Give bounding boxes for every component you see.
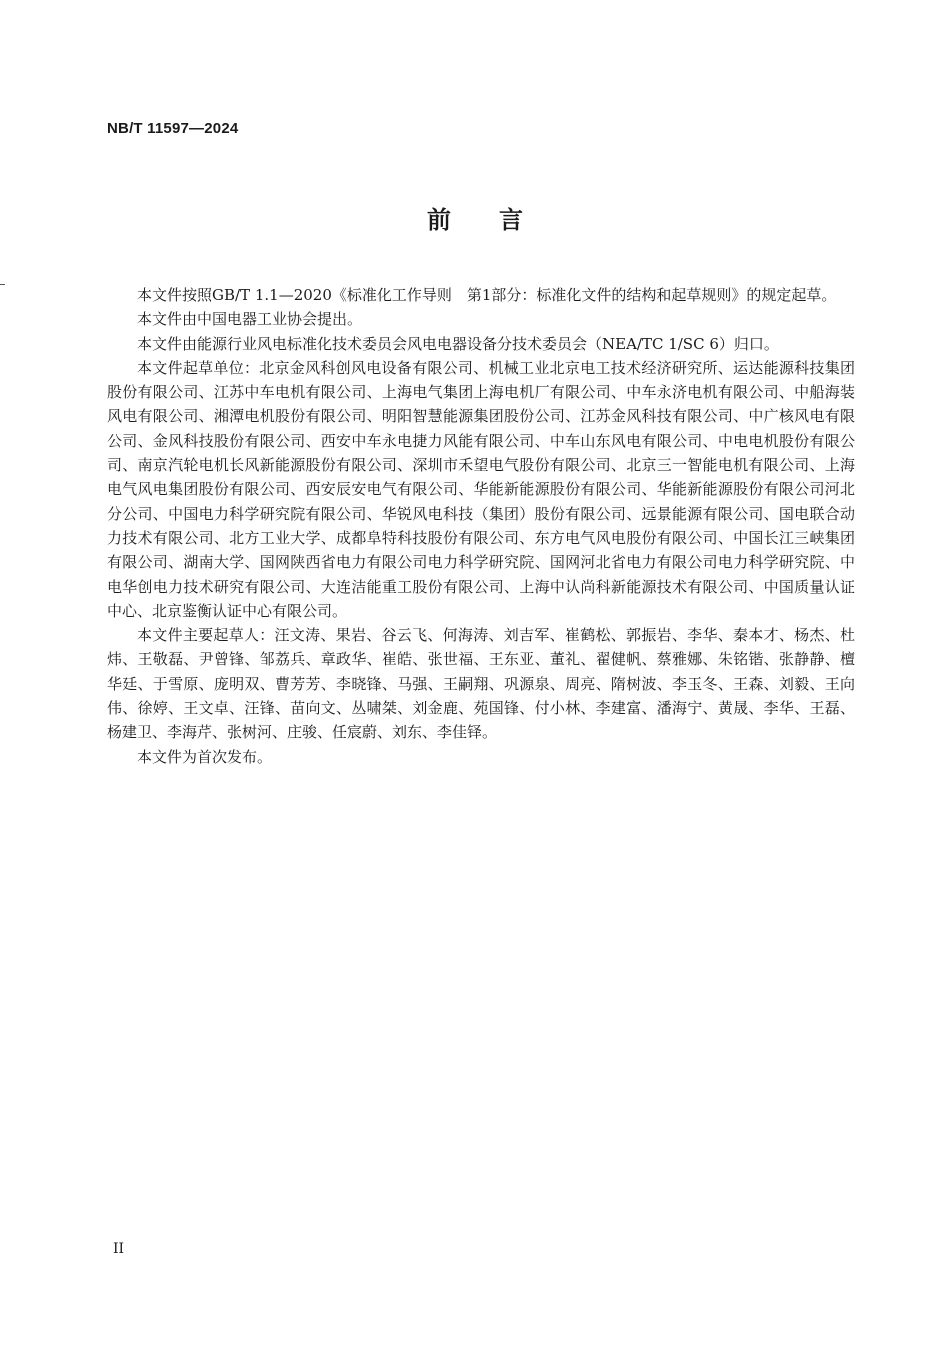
paragraph-proposer: 本文件由中国电器工业协会提出。: [137, 310, 363, 329]
page-number: II: [113, 1241, 125, 1257]
paragraph-drafters: 本文件主要起草人：汪文涛、果岩、谷云飞、何海涛、刘吉军、崔鹤松、郭振岩、李华、秦本才、杨杰、杜炜、王敬磊、尹曾锋、邹荔兵、章政华、崔皓、张世福、王东亚、董礼、翟健帆、蔡雅娜、朱铭锴、张静静、檀华廷、于雪原、庞明双、曹芳芳、李晓锋、马强、王嗣翔、巩源泉、周亮、隋树波、李玉冬、王森、刘毅、王向伟、徐婷、王文卓、汪锋、苗向文、丛啸桀、刘金鹿、苑国锋、付小林、李建富、潘海宁、黄晟、李华、王磊、杨建卫、李海芹、张树河、庄骏、任宸蔚、刘东、李佳铎。: [107, 626, 855, 742]
paragraph-first-release: 本文件为首次发布。: [137, 747, 273, 766]
title-char-2: 言: [499, 206, 523, 234]
margin-tick-mark: [0, 284, 5, 285]
document-number: NB/T 11597—2024: [107, 120, 239, 137]
foreword-body: [107, 283, 855, 769]
paragraph-drafting-rules: 本文件按照GB/T 1.1—2020《标准化工作导则 第1部分：标准化文件的结构和起草规则》的规定起草。: [137, 286, 837, 304]
title-char-1: 前: [427, 206, 451, 234]
page-title: [0, 200, 950, 235]
paragraph-drafting-units: 本文件起草单位：北京金风科创风电设备有限公司、机械工业北京电工技术经济研究所、运达能源科技集团股份有限公司、江苏中车电机有限公司、上海电气集团上海电机厂有限公司、中车永济电机有限公司、中船海装风电有限公司、湘潭电机股份有限公司、明阳智慧能源集团股份公司、江苏金风科技有限公司、中广核风电有限公司、金风科技股份有限公司、西安中车永电捷力风能有限公司、中车山东风电有限公司、中电电机股份有限公司、南京汽轮电机长风新能源股份有限公司、深圳市禾望电气股份有限公司、北京三一智能电机有限公司、上海电气风电集团股份有限公司、西安辰安电气有限公司、华能新能源股份有限公司、华能新能源股份有限公司河北分公司、中国电力科学研究院有限公司、华锐风电科技（集团）股份有限公司、远景能源有限公司、国电联合动力技术有限公司、北方工业大学、成都阜特科技股份有限公司、东方电气风电股份有限公司、中国长江三峡集团有限公司、湖南大学、国网陕西省电力有限公司电力科学研究院、国网河北省电力有限公司电力科学研究院、中电华创电力技术研究有限公司、大连洁能重工股份有限公司、上海中认尚科新能源技术有限公司、中国质量认证中心、北京鉴衡认证中心有限公司。: [107, 358, 855, 620]
paragraph-committee: 本文件由能源行业风电标准化技术委员会风电电器设备分技术委员会（NEA/TC 1/SC 6）归口。: [137, 334, 779, 353]
